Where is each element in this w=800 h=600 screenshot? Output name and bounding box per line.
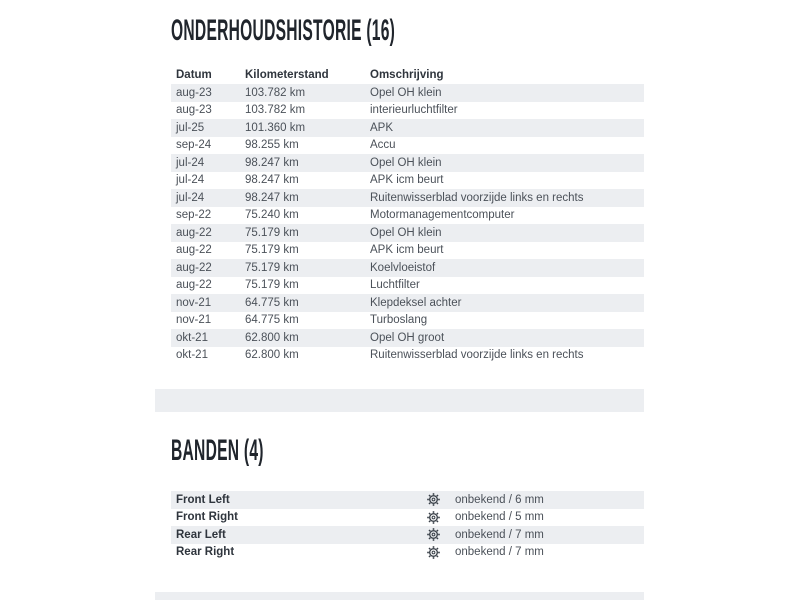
cell-omschrijving: APK bbox=[370, 121, 394, 134]
gear-icon bbox=[427, 493, 455, 506]
tire-row bbox=[171, 491, 644, 509]
cell-omschrijving: APK icm beurt bbox=[370, 174, 444, 187]
maintenance-history-title: ONDERHOUDSHISTORIE (16) bbox=[171, 14, 396, 47]
bottom-section-divider bbox=[155, 592, 644, 600]
cell-kilometerstand: 101.360 km bbox=[245, 121, 306, 134]
cell-datum: sep-22 bbox=[176, 209, 212, 222]
maintenance-history-table bbox=[171, 66, 644, 364]
tire-position-label: Rear Right bbox=[176, 546, 235, 559]
cell-omschrijving: interieurluchtfilter bbox=[370, 104, 458, 117]
cell-kilometerstand: 98.247 km bbox=[245, 191, 299, 204]
tire-position-label: Front Right bbox=[176, 511, 238, 524]
cell-omschrijving: APK icm beurt bbox=[370, 244, 444, 257]
cell-omschrijving: Koelvloeistof bbox=[370, 261, 436, 274]
cell-datum: sep-24 bbox=[176, 139, 212, 152]
cell-kilometerstand: 62.800 km bbox=[245, 331, 299, 344]
table-row bbox=[171, 119, 644, 137]
cell-kilometerstand: 64.775 km bbox=[245, 296, 299, 309]
cell-omschrijving: Opel OH klein bbox=[370, 156, 442, 169]
cell-datum: aug-22 bbox=[176, 226, 212, 239]
cell-kilometerstand: 64.775 km bbox=[245, 314, 299, 327]
cell-datum: aug-23 bbox=[176, 86, 212, 99]
cell-datum: aug-23 bbox=[176, 104, 212, 117]
table-row bbox=[171, 207, 644, 225]
table-row bbox=[171, 259, 644, 277]
cell-datum: jul-24 bbox=[176, 156, 205, 169]
cell-datum: aug-22 bbox=[176, 244, 212, 257]
cell-datum: jul-25 bbox=[176, 121, 205, 134]
tire-row bbox=[171, 509, 644, 527]
cell-omschrijving: Ruitenwisserblad voorzijde links en rechts bbox=[370, 191, 584, 204]
cell-omschrijving: Motormanagementcomputer bbox=[370, 209, 515, 222]
cell-kilometerstand: 98.247 km bbox=[245, 174, 299, 187]
table-row bbox=[171, 224, 644, 242]
cell-datum: nov-21 bbox=[176, 314, 212, 327]
gear-icon bbox=[427, 511, 455, 524]
page-content bbox=[155, 0, 644, 600]
cell-datum: nov-21 bbox=[176, 296, 212, 309]
cell-omschrijving: Opel OH klein bbox=[370, 226, 442, 239]
cell-kilometerstand: 62.800 km bbox=[245, 349, 299, 362]
tire-condition-value: onbekend / 7 mm bbox=[455, 546, 544, 559]
tire-row bbox=[171, 544, 644, 562]
table-row bbox=[171, 312, 644, 330]
column-header-omschrijving: Omschrijving bbox=[370, 69, 444, 81]
table-row bbox=[171, 84, 644, 102]
tire-condition-value: onbekend / 5 mm bbox=[455, 511, 544, 524]
cell-omschrijving: Opel OH klein bbox=[370, 86, 442, 99]
cell-datum: aug-22 bbox=[176, 261, 212, 274]
column-header-datum: Datum bbox=[176, 69, 212, 81]
cell-kilometerstand: 103.782 km bbox=[245, 86, 306, 99]
cell-omschrijving: Opel OH groot bbox=[370, 331, 445, 344]
cell-omschrijving: Turboslang bbox=[370, 314, 428, 327]
cell-omschrijving: Klepdeksel achter bbox=[370, 296, 462, 309]
gear-icon bbox=[427, 546, 455, 559]
table-row bbox=[171, 294, 644, 312]
table-row bbox=[171, 137, 644, 155]
tire-condition-value: onbekend / 6 mm bbox=[455, 493, 544, 506]
cell-kilometerstand: 98.255 km bbox=[245, 139, 299, 152]
table-row bbox=[171, 242, 644, 260]
tire-row bbox=[171, 526, 644, 544]
table-row bbox=[171, 329, 644, 347]
cell-kilometerstand: 98.247 km bbox=[245, 156, 299, 169]
table-header-row bbox=[171, 66, 644, 84]
cell-omschrijving: Accu bbox=[370, 139, 396, 152]
tires-table bbox=[171, 491, 644, 561]
section-divider bbox=[155, 389, 644, 412]
cell-datum: jul-24 bbox=[176, 174, 205, 187]
tire-position-label: Front Left bbox=[176, 493, 230, 506]
table-row bbox=[171, 172, 644, 190]
cell-datum: jul-24 bbox=[176, 191, 205, 204]
table-row bbox=[171, 347, 644, 365]
cell-omschrijving: Ruitenwisserblad voorzijde links en rechts bbox=[370, 349, 584, 362]
table-row bbox=[171, 277, 644, 295]
cell-kilometerstand: 75.179 km bbox=[245, 279, 299, 292]
cell-omschrijving: Luchtfilter bbox=[370, 279, 420, 292]
tire-position-label: Rear Left bbox=[176, 528, 226, 541]
table-row bbox=[171, 189, 644, 207]
tires-section-title: BANDEN (4) bbox=[171, 434, 264, 467]
table-row bbox=[171, 154, 644, 172]
cell-kilometerstand: 103.782 km bbox=[245, 104, 306, 117]
column-header-kilometerstand: Kilometerstand bbox=[245, 69, 329, 81]
gear-icon bbox=[427, 528, 455, 541]
tire-condition-value: onbekend / 7 mm bbox=[455, 528, 544, 541]
maintenance-table-body bbox=[171, 84, 644, 364]
cell-datum: okt-21 bbox=[176, 331, 208, 344]
cell-kilometerstand: 75.179 km bbox=[245, 226, 299, 239]
cell-kilometerstand: 75.179 km bbox=[245, 261, 299, 274]
cell-datum: okt-21 bbox=[176, 349, 208, 362]
table-row bbox=[171, 102, 644, 120]
cell-kilometerstand: 75.240 km bbox=[245, 209, 299, 222]
cell-datum: aug-22 bbox=[176, 279, 212, 292]
cell-kilometerstand: 75.179 km bbox=[245, 244, 299, 257]
